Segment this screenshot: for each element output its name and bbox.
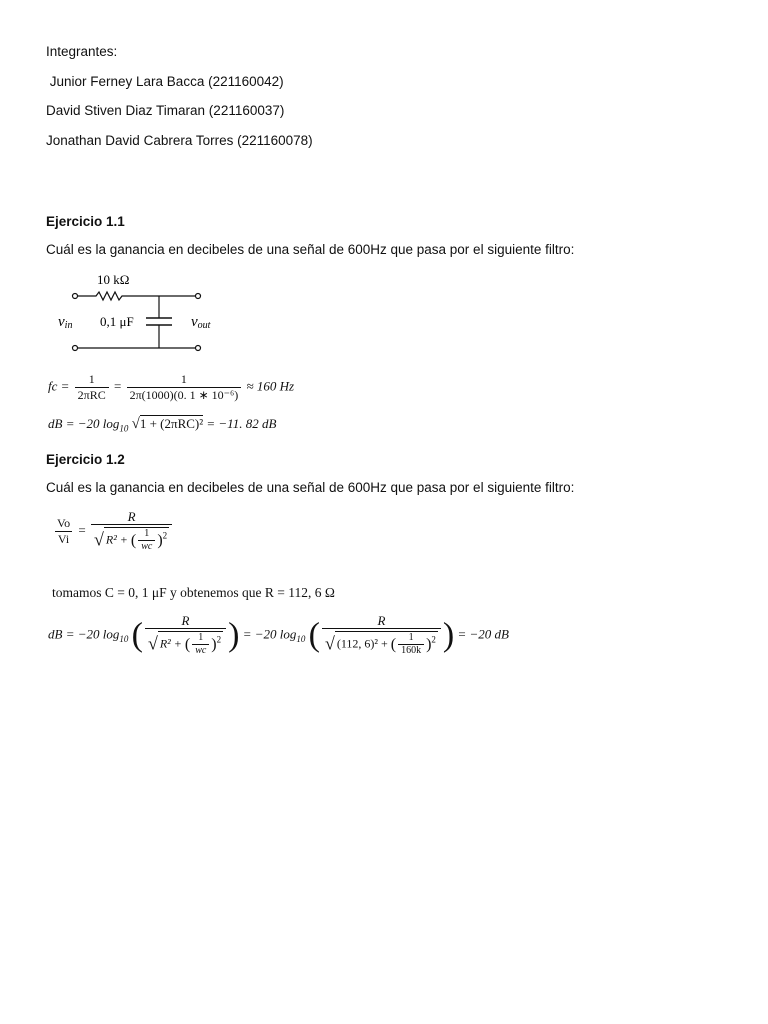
rc-circuit-diagram — [50, 268, 250, 358]
vin-subscript: in — [64, 320, 73, 331]
big-right-paren-icon: ) — [442, 616, 455, 654]
ex2-eq2-f1-numerator: R — [181, 613, 190, 628]
eq1-f2-denominator: 2π(1000)(0. 1 ∗ 10⁻⁶) — [127, 387, 242, 402]
ex2-eq2-f2-denominator: √ (112, 6)² + ( $\frac{1}{160k}$ )$^2$ — [322, 628, 441, 657]
ex2-eq2-f1-inner-denominator: wc — [192, 644, 209, 656]
ex2-eq2-fraction-1 — [145, 614, 226, 657]
left-paren-icon: ( — [130, 532, 137, 549]
ex2-eq2-result: = −20 dB — [457, 626, 509, 642]
ex2-eq2-f2-inner-numerator: 1 — [408, 632, 414, 643]
inner-fraction — [138, 529, 155, 552]
eq1-result: ≈ 160 Hz — [246, 378, 295, 394]
member-name-3: Jonathan David Cabrera Torres (221160078) — [46, 133, 313, 148]
inner-denominator: wc — [138, 540, 155, 552]
ex2-eq2-mid: = −20 log — [242, 626, 297, 642]
eq1-f1-numerator: 1 — [88, 372, 95, 386]
output-terminal-bottom — [196, 346, 201, 351]
eq1-f2-numerator: 1 — [180, 372, 187, 386]
ex2-eq2-f2-inner-denominator: 160k — [398, 644, 424, 656]
transfer-fraction — [91, 510, 172, 553]
input-terminal-bottom — [73, 346, 78, 351]
eq2-log-subscript: 10 — [119, 423, 129, 434]
member-name-2: David Stiven Diaz Timaran (221160037) — [46, 103, 285, 118]
ex2-eq2-f1-denominator: √ R² + ( $\frac{1}{wc}$ )$^2$ — [145, 628, 226, 657]
ex2-eq2-f1-inner-numerator: 1 — [198, 632, 204, 643]
ex1-title: Ejercicio 1.1 — [46, 214, 125, 229]
big-left-paren-icon: ( — [131, 616, 143, 654]
ex2-eq2-fraction-2 — [322, 614, 441, 657]
svg-text:vout — [191, 314, 211, 331]
eq2-lhs: dB = −20 log — [48, 416, 120, 431]
resistor-symbol — [78, 292, 195, 300]
eq1-equals: = — [113, 378, 122, 394]
vout-subscript: out — [197, 320, 211, 331]
right-paren-icon: ) — [157, 532, 163, 549]
eq1-lhs: fc = — [48, 378, 70, 394]
transfer-radicand: R² + — [105, 532, 128, 547]
ex2-title: Ejercicio 1.2 — [46, 452, 125, 467]
ex1-question: Cuál es la ganancia en decibeles de una señal de 600Hz que pasa por el siguiente filtro: — [46, 242, 575, 257]
ex2-eq2-f2-radicand: (112, 6)² + — [336, 636, 388, 651]
ex1-gain-equation — [48, 416, 276, 434]
ex2-transfer-function: $\frac{Vo}{Vi}$ = R √ R² + ( $\frac{1}{wc}$ )$^2$ — [52, 510, 174, 553]
vi-label: Vi — [55, 531, 72, 546]
sqrt-icon: √ — [131, 416, 140, 432]
eq2-radicand: 1 + (2πRC)² — [139, 416, 204, 431]
eq2-result: = −11. 82 dB — [206, 416, 277, 431]
big-left-paren-icon: ( — [308, 616, 320, 654]
capacitor-label: 0,1 μF — [100, 314, 134, 329]
member-name-1: Junior Ferney Lara Bacca (221160042) — [46, 74, 284, 89]
ex2-eq2-lhs: dB = −20 log — [48, 626, 120, 642]
ex2-eq2-log-subscript: 10 — [119, 634, 129, 645]
ex2-eq2-f1-radicand: R² + — [159, 636, 182, 651]
ex2-eq2-f2-numerator: R — [377, 613, 386, 628]
eq1-fraction-2 — [127, 373, 242, 402]
resistor-label: 10 kΩ — [97, 272, 130, 287]
vin-label: v — [58, 314, 65, 330]
output-terminal-top — [196, 294, 201, 299]
ex1-cutoff-frequency-equation — [48, 373, 294, 402]
ex2-eq2-log-subscript-2: 10 — [296, 634, 306, 645]
vo-label: Vo — [57, 516, 71, 530]
vout-label: v — [191, 314, 198, 330]
eq1-fraction-1 — [75, 373, 109, 402]
big-right-paren-icon: ) — [228, 616, 240, 654]
vo-vi-fraction — [54, 517, 73, 546]
members-heading: Integrantes: — [46, 44, 118, 59]
sqrt-icon: √ — [93, 529, 104, 550]
transfer-denominator: √ R² + ( $\frac{1}{wc}$ )$^2$ — [91, 524, 172, 553]
ex2-note: tomamos C = 0, 1 μF y obtenemos que R = 112, 6 Ω — [52, 585, 335, 600]
eq1-f1-denominator: 2πRC — [75, 387, 109, 402]
sqrt-icon: √ — [147, 633, 158, 654]
inner-numerator: 1 — [144, 528, 150, 539]
sqrt-icon: √ — [324, 633, 335, 654]
ex2-gain-equation — [48, 614, 509, 657]
svg-text:vin — [58, 314, 72, 331]
input-terminal-top — [73, 294, 78, 299]
transfer-numerator: R — [127, 509, 136, 524]
ex2-question: Cuál es la ganancia en decibeles de una señal de 600Hz que pasa por el siguiente filtro: — [46, 480, 575, 495]
